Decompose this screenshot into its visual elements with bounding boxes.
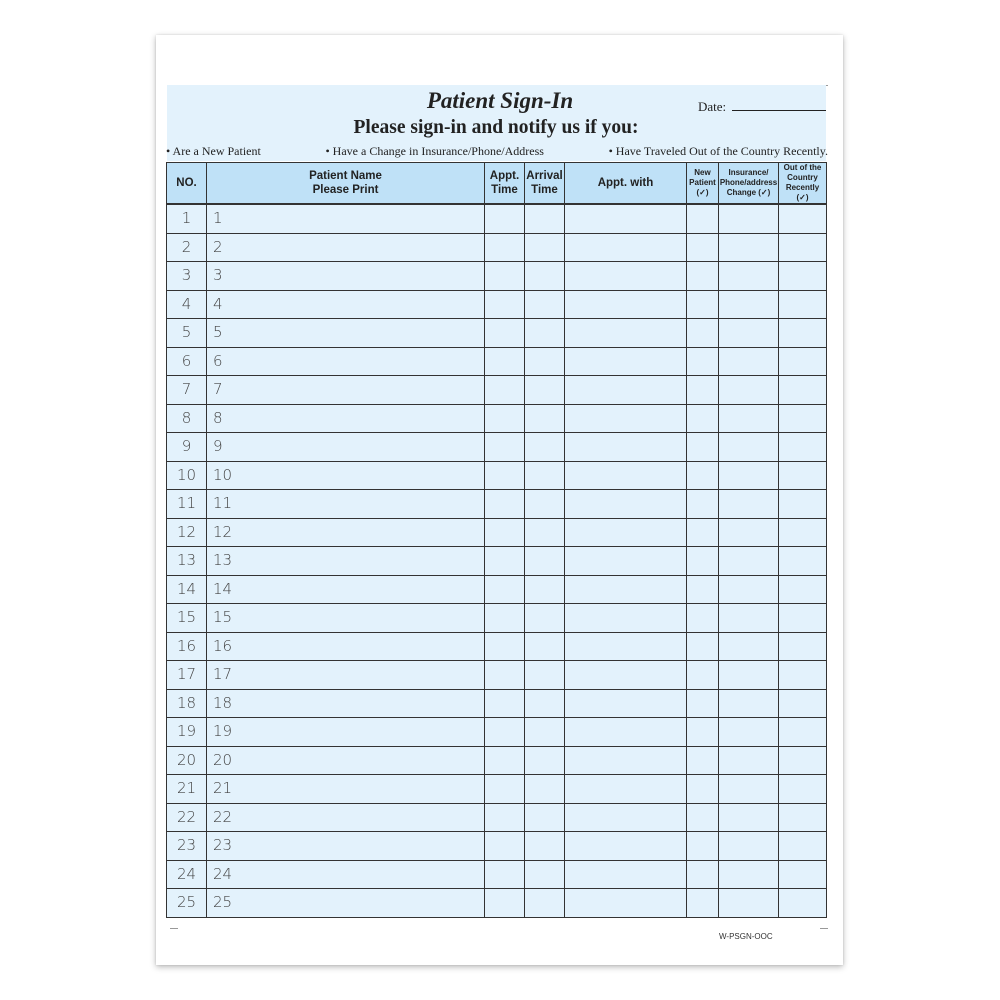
row-number (167, 547, 207, 576)
out-of-country-check[interactable] (779, 433, 827, 462)
arrival-time-cell[interactable] (525, 661, 565, 690)
row-number-label: 15 (213, 608, 233, 627)
appt-with-cell[interactable] (565, 661, 687, 690)
row-number-label: 6 (213, 351, 223, 370)
new-patient-check[interactable] (687, 832, 719, 861)
patient-name-cell[interactable] (207, 889, 485, 918)
appt-time-cell[interactable] (485, 860, 525, 889)
insurance-change-check[interactable] (719, 233, 779, 262)
insurance-change-check[interactable] (719, 632, 779, 661)
new-patient-check[interactable] (687, 518, 719, 547)
out-of-country-check[interactable] (779, 889, 827, 918)
new-patient-check[interactable] (687, 575, 719, 604)
table-row (167, 518, 827, 547)
appt-with-cell[interactable] (565, 860, 687, 889)
insurance-change-check[interactable] (719, 860, 779, 889)
crop-mark (170, 928, 178, 929)
out-of-country-check[interactable] (779, 404, 827, 433)
new-patient-check[interactable] (687, 433, 719, 462)
row-number-label: 13 (176, 551, 197, 570)
out-of-country-check[interactable] (779, 547, 827, 576)
appt-with-cell[interactable] (565, 803, 687, 832)
row-number-label: 1 (181, 209, 192, 228)
patient-name-cell[interactable] (207, 718, 485, 747)
insurance-change-check[interactable] (719, 319, 779, 348)
appt-with-cell[interactable] (565, 718, 687, 747)
appt-with-cell[interactable] (565, 575, 687, 604)
row-number (167, 746, 207, 775)
appt-with-cell[interactable] (565, 518, 687, 547)
patient-name-cell[interactable] (207, 775, 485, 804)
new-patient-check[interactable] (687, 319, 719, 348)
row-number-label: 12 (213, 522, 233, 541)
appt-time-cell[interactable] (485, 775, 525, 804)
row-number-label: 19 (213, 722, 233, 741)
new-patient-check[interactable] (687, 490, 719, 519)
table-row (167, 376, 827, 405)
row-number-label: 21 (213, 779, 233, 798)
appt-time-cell[interactable] (485, 518, 525, 547)
notify-conditions (166, 144, 828, 159)
row-number-label: 1 (213, 209, 223, 228)
appt-with-cell[interactable] (565, 547, 687, 576)
patient-name-cell[interactable] (207, 689, 485, 718)
appt-with-cell[interactable] (565, 490, 687, 519)
patient-name-cell[interactable] (207, 518, 485, 547)
appt-time-cell[interactable] (485, 404, 525, 433)
out-of-country-check[interactable] (779, 376, 827, 405)
out-of-country-check[interactable] (779, 718, 827, 747)
out-of-country-check[interactable] (779, 632, 827, 661)
table-row (167, 319, 827, 348)
table-row (167, 433, 827, 462)
row-number-label: 10 (176, 465, 197, 484)
row-number (167, 518, 207, 547)
arrival-time-cell[interactable] (525, 319, 565, 348)
row-number-label: 22 (176, 807, 197, 826)
table-row (167, 775, 827, 804)
row-number-label: 25 (213, 893, 233, 912)
condition-new-patient: • Are a New Patient (166, 144, 261, 158)
date-field[interactable] (732, 110, 826, 111)
row-number-label: 10 (213, 465, 233, 484)
row-number-label: 18 (176, 693, 197, 712)
row-number-label: 21 (176, 779, 197, 798)
row-number (167, 689, 207, 718)
out-of-country-check[interactable] (779, 604, 827, 633)
row-number (167, 632, 207, 661)
row-number-label: 20 (213, 750, 233, 769)
table-row (167, 803, 827, 832)
row-number (167, 404, 207, 433)
arrival-time-cell[interactable] (525, 404, 565, 433)
arrival-time-cell[interactable] (525, 689, 565, 718)
appt-time-cell[interactable] (485, 661, 525, 690)
appt-time-cell[interactable] (485, 290, 525, 319)
appt-with-cell[interactable] (565, 775, 687, 804)
arrival-time-cell[interactable] (525, 518, 565, 547)
row-number-label: 15 (176, 608, 197, 627)
insurance-change-check[interactable] (719, 433, 779, 462)
table-row (167, 233, 827, 262)
insurance-change-check[interactable] (719, 889, 779, 918)
new-patient-check[interactable] (687, 604, 719, 633)
date-label: Date: (698, 99, 727, 114)
appt-time-cell[interactable] (485, 490, 525, 519)
table-row (167, 461, 827, 490)
new-patient-check[interactable] (687, 461, 719, 490)
condition-insurance-change: • Have a Change in Insurance/Phone/Address (325, 144, 544, 158)
new-patient-check[interactable] (687, 775, 719, 804)
row-number-label: 18 (213, 693, 233, 712)
form-subtitle: Please sign-in and notify us if you: (353, 117, 639, 138)
insurance-change-check[interactable] (719, 689, 779, 718)
appt-with-cell[interactable] (565, 204, 687, 233)
row-number-label: 22 (213, 807, 233, 826)
out-of-country-check[interactable] (779, 490, 827, 519)
appt-with-cell[interactable] (565, 604, 687, 633)
arrival-time-cell[interactable] (525, 290, 565, 319)
insurance-change-check[interactable] (719, 204, 779, 233)
table-row (167, 889, 827, 918)
appt-with-cell[interactable] (565, 347, 687, 376)
new-patient-check[interactable] (687, 376, 719, 405)
new-patient-check[interactable] (687, 204, 719, 233)
appt-time-cell[interactable] (485, 319, 525, 348)
out-of-country-check[interactable] (779, 832, 827, 861)
appt-with-cell[interactable] (565, 461, 687, 490)
appt-with-cell[interactable] (565, 262, 687, 291)
row-number (167, 319, 207, 348)
arrival-time-cell[interactable] (525, 604, 565, 633)
row-number (167, 775, 207, 804)
row-number-label: 4 (181, 294, 192, 313)
arrival-time-cell[interactable] (525, 347, 565, 376)
sign-in-table (166, 162, 827, 918)
row-number-label: 7 (181, 380, 192, 399)
new-patient-check[interactable] (687, 547, 719, 576)
arrival-time-cell[interactable] (525, 204, 565, 233)
out-of-country-check[interactable] (779, 204, 827, 233)
table-row (167, 347, 827, 376)
table-row (167, 661, 827, 690)
row-number (167, 718, 207, 747)
table-row (167, 832, 827, 861)
row-number-label: 23 (176, 836, 197, 855)
col-header-patient-name: Patient Name Please Print (207, 163, 485, 205)
row-number-label: 16 (176, 636, 197, 655)
patient-name-cell[interactable] (207, 319, 485, 348)
new-patient-check[interactable] (687, 718, 719, 747)
arrival-time-cell[interactable] (525, 376, 565, 405)
row-number-label: 25 (176, 893, 197, 912)
row-number-label: 20 (176, 750, 197, 769)
insurance-change-check[interactable] (719, 832, 779, 861)
table-row (167, 575, 827, 604)
row-number-label: 23 (213, 836, 233, 855)
arrival-time-cell[interactable] (525, 547, 565, 576)
out-of-country-check[interactable] (779, 661, 827, 690)
insurance-change-check[interactable] (719, 262, 779, 291)
out-of-country-check[interactable] (779, 689, 827, 718)
row-number-label: 14 (213, 579, 233, 598)
row-number-label: 17 (176, 665, 197, 684)
appt-with-cell[interactable] (565, 233, 687, 262)
row-number (167, 262, 207, 291)
patient-name-cell[interactable] (207, 661, 485, 690)
patient-name-cell[interactable] (207, 746, 485, 775)
table-row (167, 718, 827, 747)
row-number-label: 2 (181, 237, 192, 256)
out-of-country-check[interactable] (779, 233, 827, 262)
col-header-new-patient: New Patient (✓) (687, 163, 719, 205)
patient-name-cell[interactable] (207, 233, 485, 262)
insurance-change-check[interactable] (719, 718, 779, 747)
insurance-change-check[interactable] (719, 746, 779, 775)
col-header-insurance-change: Insurance/ Phone/address Change (✓) (719, 163, 779, 205)
row-number (167, 661, 207, 690)
patient-name-cell[interactable] (207, 290, 485, 319)
appt-time-cell[interactable] (485, 832, 525, 861)
out-of-country-check[interactable] (779, 575, 827, 604)
insurance-change-check[interactable] (719, 404, 779, 433)
arrival-time-cell[interactable] (525, 461, 565, 490)
arrival-time-cell[interactable] (525, 775, 565, 804)
row-number-label: 17 (213, 665, 233, 684)
new-patient-check[interactable] (687, 233, 719, 262)
appt-time-cell[interactable] (485, 433, 525, 462)
insurance-change-check[interactable] (719, 547, 779, 576)
arrival-time-cell[interactable] (525, 803, 565, 832)
out-of-country-check[interactable] (779, 347, 827, 376)
appt-time-cell[interactable] (485, 632, 525, 661)
arrival-time-cell[interactable] (525, 433, 565, 462)
appt-with-cell[interactable] (565, 433, 687, 462)
new-patient-check[interactable] (687, 746, 719, 775)
patient-name-cell[interactable] (207, 262, 485, 291)
appt-time-cell[interactable] (485, 461, 525, 490)
row-number-label: 5 (213, 323, 223, 342)
row-number-label: 8 (181, 408, 192, 427)
appt-time-cell[interactable] (485, 262, 525, 291)
arrival-time-cell[interactable] (525, 832, 565, 861)
new-patient-check[interactable] (687, 404, 719, 433)
form-title: Patient Sign-In (426, 88, 574, 113)
row-number-label: 14 (176, 579, 197, 598)
out-of-country-check[interactable] (779, 746, 827, 775)
new-patient-check[interactable] (687, 347, 719, 376)
row-number (167, 803, 207, 832)
arrival-time-cell[interactable] (525, 233, 565, 262)
arrival-time-cell[interactable] (525, 490, 565, 519)
row-number-label: 11 (176, 494, 197, 513)
new-patient-check[interactable] (687, 689, 719, 718)
row-number-label: 4 (213, 294, 223, 313)
row-number (167, 490, 207, 519)
row-number-label: 19 (176, 722, 197, 741)
table-row (167, 860, 827, 889)
row-number (167, 461, 207, 490)
patient-name-cell[interactable] (207, 461, 485, 490)
col-header-no: NO. (167, 163, 207, 205)
row-number-label: 12 (176, 522, 197, 541)
row-number (167, 376, 207, 405)
row-number (167, 832, 207, 861)
appt-time-cell[interactable] (485, 689, 525, 718)
patient-name-cell[interactable] (207, 632, 485, 661)
row-number-label: 11 (213, 494, 233, 513)
table-row (167, 604, 827, 633)
row-number (167, 433, 207, 462)
col-header-appt-with: Appt. with (565, 163, 687, 205)
patient-name-cell[interactable] (207, 604, 485, 633)
row-number-label: 6 (181, 351, 192, 370)
table-row (167, 632, 827, 661)
out-of-country-check[interactable] (779, 319, 827, 348)
table-row (167, 490, 827, 519)
form-code: W-PSGN-OOC (719, 932, 773, 941)
arrival-time-cell[interactable] (525, 262, 565, 291)
row-number (167, 604, 207, 633)
insurance-change-check[interactable] (719, 290, 779, 319)
table-row (167, 404, 827, 433)
row-number-label: 9 (213, 437, 223, 456)
new-patient-check[interactable] (687, 860, 719, 889)
table-row (167, 204, 827, 233)
appt-time-cell[interactable] (485, 547, 525, 576)
appt-time-cell[interactable] (485, 803, 525, 832)
row-number (167, 575, 207, 604)
col-header-appt-time: Appt. Time (485, 163, 525, 205)
new-patient-check[interactable] (687, 803, 719, 832)
row-number-label: 24 (213, 864, 233, 883)
patient-name-cell[interactable] (207, 433, 485, 462)
out-of-country-check[interactable] (779, 775, 827, 804)
new-patient-check[interactable] (687, 262, 719, 291)
appt-with-cell[interactable] (565, 404, 687, 433)
row-number-label: 13 (213, 551, 233, 570)
out-of-country-check[interactable] (779, 803, 827, 832)
insurance-change-check[interactable] (719, 376, 779, 405)
table-header-row (167, 163, 827, 205)
arrival-time-cell[interactable] (525, 889, 565, 918)
table-row (167, 689, 827, 718)
insurance-change-check[interactable] (719, 575, 779, 604)
out-of-country-check[interactable] (779, 262, 827, 291)
out-of-country-check[interactable] (779, 860, 827, 889)
patient-name-cell[interactable] (207, 376, 485, 405)
col-header-out-of-country: Out of the Country Recently (✓) (779, 163, 827, 205)
appt-with-cell[interactable] (565, 832, 687, 861)
row-number-label: 2 (213, 237, 223, 256)
out-of-country-check[interactable] (779, 290, 827, 319)
patient-name-cell[interactable] (207, 347, 485, 376)
condition-travel: • Have Traveled Out of the Country Recently. (608, 144, 828, 158)
insurance-change-check[interactable] (719, 490, 779, 519)
row-number (167, 860, 207, 889)
arrival-time-cell[interactable] (525, 746, 565, 775)
patient-name-cell[interactable] (207, 204, 485, 233)
new-patient-check[interactable] (687, 889, 719, 918)
arrival-time-cell[interactable] (525, 718, 565, 747)
row-number (167, 290, 207, 319)
row-number-label: 7 (213, 380, 223, 399)
out-of-country-check[interactable] (779, 518, 827, 547)
row-number-label: 5 (181, 323, 192, 342)
insurance-change-check[interactable] (719, 461, 779, 490)
patient-name-cell[interactable] (207, 490, 485, 519)
table-row (167, 262, 827, 291)
row-number-label: 9 (181, 437, 192, 456)
appt-with-cell[interactable] (565, 632, 687, 661)
row-number-label: 3 (213, 266, 223, 285)
appt-time-cell[interactable] (485, 604, 525, 633)
patient-name-cell[interactable] (207, 803, 485, 832)
appt-time-cell[interactable] (485, 889, 525, 918)
row-number-label: 24 (176, 864, 197, 883)
appt-time-cell[interactable] (485, 746, 525, 775)
appt-with-cell[interactable] (565, 290, 687, 319)
insurance-change-check[interactable] (719, 347, 779, 376)
appt-time-cell[interactable] (485, 718, 525, 747)
arrival-time-cell[interactable] (525, 860, 565, 889)
new-patient-check[interactable] (687, 661, 719, 690)
appt-with-cell[interactable] (565, 746, 687, 775)
arrival-time-cell[interactable] (525, 575, 565, 604)
insurance-change-check[interactable] (719, 604, 779, 633)
table-row (167, 547, 827, 576)
appt-time-cell[interactable] (485, 233, 525, 262)
row-number (167, 347, 207, 376)
col-header-arrival-time: Arrival Time (525, 163, 565, 205)
patient-name-cell[interactable] (207, 575, 485, 604)
appt-with-cell[interactable] (565, 376, 687, 405)
crop-mark (820, 928, 828, 929)
insurance-change-check[interactable] (719, 661, 779, 690)
insurance-change-check[interactable] (719, 775, 779, 804)
row-number-label: 3 (181, 266, 192, 285)
patient-name-cell[interactable] (207, 832, 485, 861)
appt-time-cell[interactable] (485, 347, 525, 376)
patient-name-cell[interactable] (207, 547, 485, 576)
appt-time-cell[interactable] (485, 376, 525, 405)
new-patient-check[interactable] (687, 632, 719, 661)
insurance-change-check[interactable] (719, 803, 779, 832)
patient-name-cell[interactable] (207, 404, 485, 433)
appt-with-cell[interactable] (565, 889, 687, 918)
appt-time-cell[interactable] (485, 204, 525, 233)
row-number-label: 16 (213, 636, 233, 655)
new-patient-check[interactable] (687, 290, 719, 319)
row-number-label: 8 (213, 408, 223, 427)
appt-with-cell[interactable] (565, 319, 687, 348)
table-row (167, 290, 827, 319)
arrival-time-cell[interactable] (525, 632, 565, 661)
appt-with-cell[interactable] (565, 689, 687, 718)
row-number (167, 889, 207, 918)
table-row (167, 746, 827, 775)
patient-name-cell[interactable] (207, 860, 485, 889)
out-of-country-check[interactable] (779, 461, 827, 490)
appt-time-cell[interactable] (485, 575, 525, 604)
row-number (167, 204, 207, 233)
row-number (167, 233, 207, 262)
insurance-change-check[interactable] (719, 518, 779, 547)
